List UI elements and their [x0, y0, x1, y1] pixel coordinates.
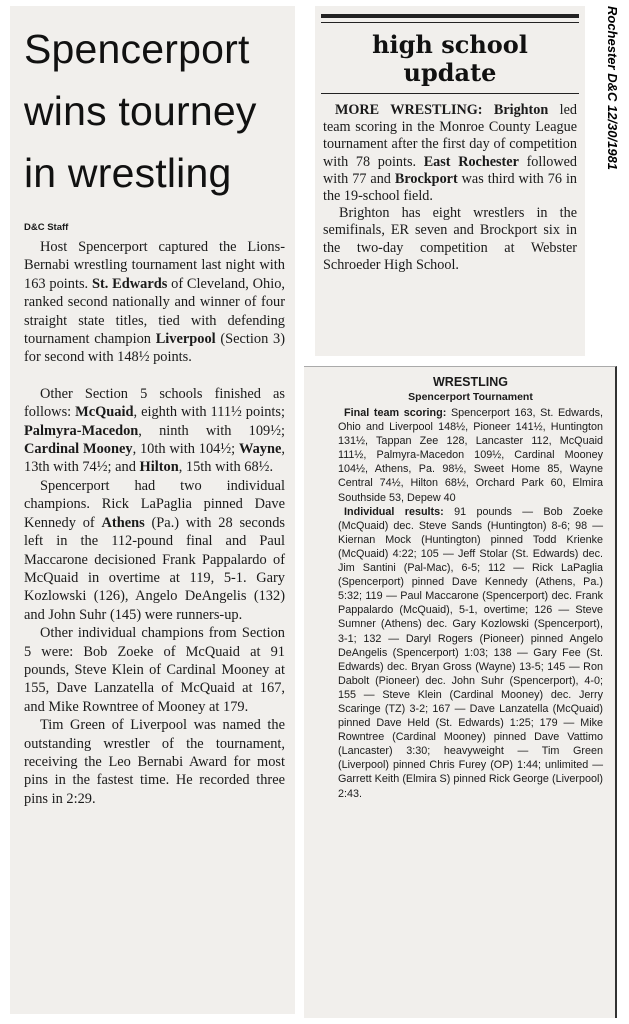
text-run: , 10th with 104½; [132, 441, 239, 458]
update-heading-line: update [403, 58, 497, 87]
top-rule [321, 14, 579, 18]
top-rule-thin [321, 22, 579, 23]
date-credit: Rochester D&C 12/30/1981 [605, 6, 620, 171]
text-run: Other Section 5 schools finished as follows: [24, 385, 285, 421]
bold-run: Final team scoring: [344, 407, 447, 419]
update-heading-line: high school [372, 30, 528, 59]
article-paragraph [24, 624, 285, 716]
text-run: (Section 3) for second with 148½ points. [24, 331, 285, 366]
article-paragraph [24, 477, 285, 624]
article-body [24, 238, 285, 808]
text-run: , 15th with 68½. [178, 459, 274, 476]
text-run: Spencerport had two individual champions. Rick LaPaglia pinned Dave Kennedy of [24, 477, 285, 531]
text-run: , 13th with 74½; and [24, 441, 285, 476]
bold-run: Individual results: [344, 505, 444, 518]
update-body [323, 102, 577, 274]
text-run: Tim Green of Liverpool was named the outstanding wrestler of the tournament, receiving the Leo Bernabi Award for most pins in the fastest time. He recorded three pins in 2:29. [24, 717, 285, 807]
bold-run: Wayne [238, 441, 282, 458]
results-paragraph [338, 406, 603, 505]
text-run: , ninth with 109½; [138, 422, 285, 439]
bold-run: Palmyra-Macedon [24, 422, 139, 439]
high-school-update-clipping [315, 6, 585, 356]
bold-run: Liverpool [155, 331, 216, 348]
text-run: Other individual champions from Section 5 were: Bob Zoeke of McQuaid at 91 pounds, Steve Klein of Cardinal Mooney at 155, Dave Lanzatella of McQuaid at 167, and Mike Rowntree of Mooney at 179. [24, 625, 285, 715]
results-paragraph [338, 505, 603, 801]
article-headline [24, 18, 285, 204]
bold-run: McQuaid [75, 404, 134, 421]
bold-run: St. Edwards [91, 275, 168, 292]
text-run: led team scoring in the Monroe County League tournament after the first day of competition with 78 points. [323, 102, 577, 170]
text-run [483, 102, 494, 118]
byline: D&C Staff [24, 222, 69, 233]
results-subtitle: Spencerport Tournament [408, 391, 533, 403]
bold-run: Brighton [493, 102, 549, 118]
bold-run: Cardinal Mooney [24, 441, 133, 458]
article-paragraph [24, 716, 285, 808]
text-run: Spencerport 163, St. Edwards, Ohio and Liverpool 148½, Pioneer 141½, Huntington 131½, Tappan Zee 128, Lancaster 112, McQuaid 111½, Palmyra-Macedon 109½, Cardinal Mooney 104½, Athens, Pa. 98½, Sweet Home 85, Wayne Central 74½, Hilton 68½, Orchard Park 60, Elmira Southside 53, Depew 40 [338, 407, 603, 504]
bold-run: Athens [101, 514, 145, 531]
bold-run: East Rochester [423, 153, 519, 170]
headline-line: Spencerport [24, 26, 250, 72]
update-heading [321, 31, 579, 87]
headline-line: wins tourney [24, 88, 257, 134]
article-clipping [10, 6, 295, 1014]
text-run: Brighton has eight wrestlers in the semifinals, ER seven and Brockport six in the two-day competition at Webster Schroeder High School. [323, 205, 577, 273]
tournament-results-clipping [304, 366, 617, 1018]
update-paragraph [323, 205, 577, 274]
headline-line: in wrestling [24, 150, 232, 196]
text-run: followed with 77 and [323, 153, 577, 187]
bold-run: Brockport [394, 170, 458, 187]
text-run: of Cleveland, Ohio, ranked second nationally and winner of four straight state titles, tied with defending tournament champion [24, 275, 286, 348]
update-paragraph [323, 102, 577, 205]
bold-run: MORE WRESTLING: [335, 102, 483, 118]
results-body [338, 406, 603, 801]
bold-run: Hilton [139, 459, 179, 476]
bottom-rule-thin [321, 93, 579, 94]
article-paragraph [24, 238, 285, 367]
text-run: , eighth with 111½ points; [133, 404, 285, 421]
text-run: Host Spencerport captured the Lions-Bernabi wrestling tournament last night with 163 points. [24, 239, 285, 292]
text-run: (Pa.) with 28 seconds left in the 112-pound final and Paul Maccarone decisioned Frank Pappalardo of McQuaid in overtime at 119, 5-1. Gary Kozlowski (126), Angelo DeAngelis (132) and John Suhr (145) were runners-up. [24, 514, 285, 623]
text-run: 91 pounds — Bob Zoeke (McQuaid) dec. Steve Sands (Huntington) 8-6; 98 — Kiernan Mock (Huntington) pinned Todd Krienke (McQuaid) 4:22; 105 — Jeff Stolar (St. Edwards) dec. Jim Santini (Pal-Mac), 6-5; 112 — Rick LaPaglia (Spencerport) pinned Dave Kennedy (Athens, Pa.) 5:32; 119 — Paul Maccarone (Spencerport) dec. Frank Pappalardo (McQuaid), 5-1, overtime; 126 — Steve Sumner (Athens) dec. Gary Kozlowski (Spencerport), 3-1; 132 — Daryl Rogers (Pioneer) pinned Angelo DeAngelis (Spencerport) 1:03; 138 — Gary Fee (St. Edwards) dec. Bryan Gross (Wayne) 13-5; 145 — Ron Dabolt (Pioneer) dec. John Suhr (Spencerport), 4-0; 155 — Steve Klein (Cardinal Mooney) dec. Jerry Scaringe (TZ) 3-2; 167 — Dave Lanzatella (McQuaid) pinned Dave Held (St. Edwards) 1:25; 179 — Mike Rowntree (Cardinal Mooney) pinned Dave Vattimo (Lancaster) 3:30; heavyweight — Tim Green (Liverpool) pinned Chris Furey (OP) 1:44; unlimited — Garrett Keith (Elmira S) pinned Rick George (Liverpool) 2:43. [338, 505, 603, 800]
text-run: was third with 76 in the 19-school field. [323, 170, 577, 205]
article-paragraph [24, 385, 285, 477]
results-title: WRESTLING [433, 375, 508, 389]
